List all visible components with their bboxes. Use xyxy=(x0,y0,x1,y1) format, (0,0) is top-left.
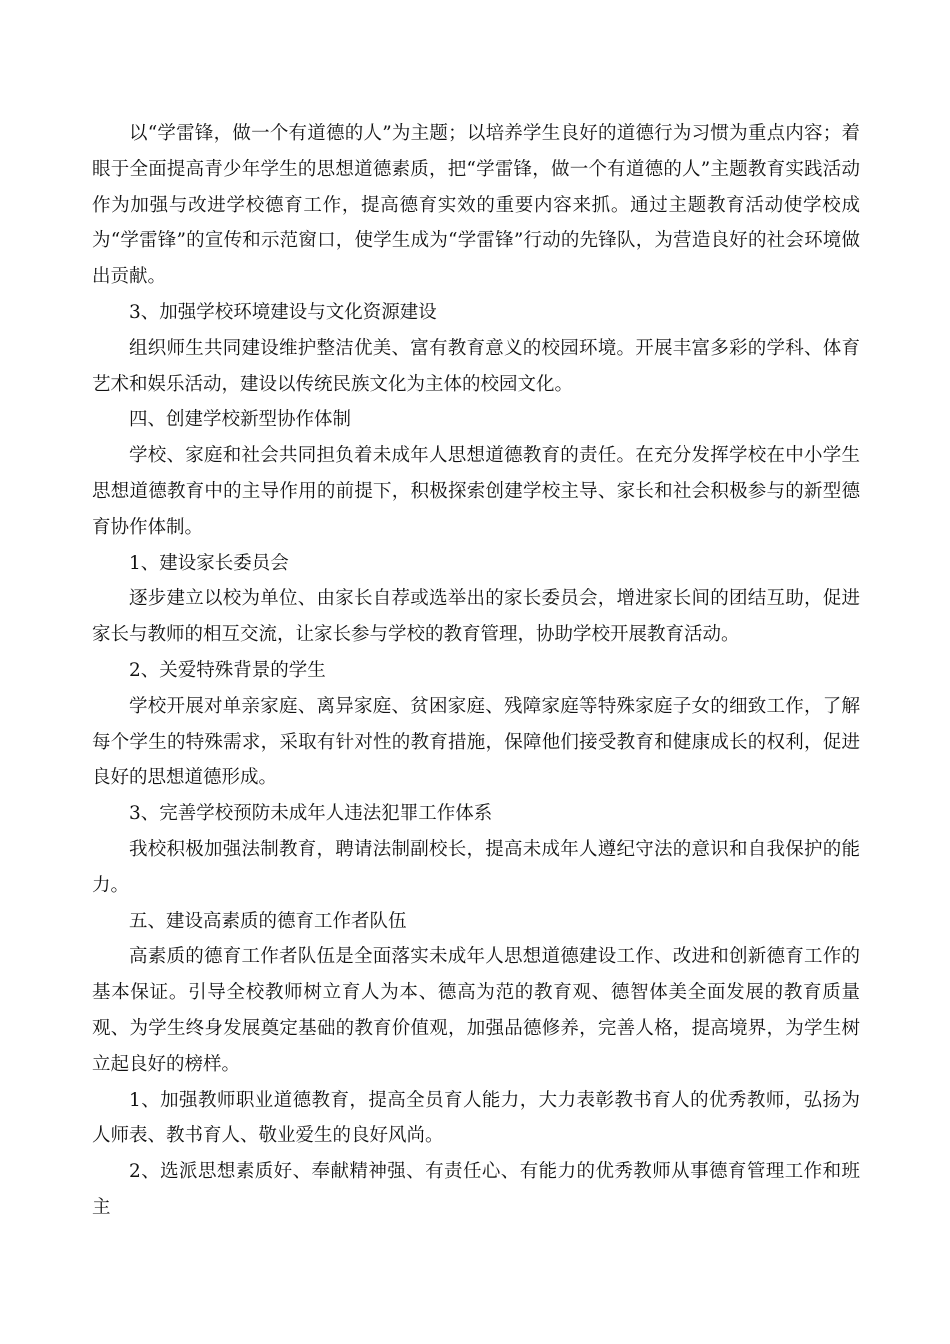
paragraph-theme-education: 以“学雷锋，做一个有道德的人”为主题；以培养学生良好的道德行为习惯为重点内容；着眼于全面提高青少年学生的思想道德素质，把“学雷锋，做一个有道德的人”主题教育实践活动作为加强与改进学校德育工作，提高德育实效的重要内容来抓。通过主题教育活动使学校成为“学雷锋”的宣传和示范窗口，使学生成为“学雷锋”行动的先锋队，为营造良好的社会环境做出贡献。 xyxy=(92,123,860,288)
heading-environment-culture: 3、加强学校环境建设与文化资源建设 xyxy=(129,301,437,323)
heading-special-students: 2、关爱特殊背景的学生 xyxy=(129,659,326,681)
heading-crime-prevention: 3、完善学校预防未成年人违法犯罪工作体系 xyxy=(129,803,493,825)
heading-section-five: 五、建设高素质的德育工作者队伍 xyxy=(129,910,407,932)
paragraph-parent-committee: 逐步建立以校为单位、由家长自荐或选举出的家长委员会，增进家长间的团结互助，促进家长与教师的相互交流，让家长参与学校的教育管理，协助学校开展教育活动。 xyxy=(92,588,860,646)
document-page xyxy=(92,116,860,1226)
paragraph-teacher-selection: 2、选派思想素质好、奉献精神强、有责任心、有能力的优秀教师从事德育管理工作和班主 xyxy=(92,1161,860,1218)
heading-section-four: 四、创建学校新型协作体制 xyxy=(129,409,352,431)
paragraph-ethics-education: 1、加强教师职业道德教育，提高全员育人能力，大力表彰教书育人的优秀教师，弘扬为人师表、教书育人、敬业爱生的良好风尚。 xyxy=(92,1089,860,1147)
paragraph-legal-education: 我校积极加强法制教育，聘请法制副校长，提高未成年人遵纪守法的意识和自我保护的能力。 xyxy=(92,838,860,896)
paragraph-campus-environment: 组织师生共同建设维护整洁优美、富有教育意义的校园环境。开展丰富多彩的学科、体育艺术和娱乐活动，建设以传统民族文化为主体的校园文化。 xyxy=(92,337,860,395)
paragraph-special-students: 学校开展对单亲家庭、离异家庭、贫困家庭、残障家庭等特殊家庭子女的细致工作，了解每个学生的特殊需求，采取有针对性的教育措施，保障他们接受教育和健康成长的权利，促进良好的思想道德形成。 xyxy=(92,695,860,789)
paragraph-cooperation-system: 学校、家庭和社会共同担负着未成年人思想道德教育的责任。在充分发挥学校在中小学生思想道德教育中的主导作用的前提下，积极探索创建学校主导、家长和社会积极参与的新型德育协作体制。 xyxy=(92,445,860,538)
heading-parent-committee: 1、建设家长委员会 xyxy=(129,552,289,574)
paragraph-teacher-team: 高素质的德育工作者队伍是全面落实未成年人思想道德建设工作、改进和创新德育工作的基本保证。引导全校教师树立育人为本、德高为范的教育观、德智体美全面发展的教育质量观、为学生终身发展奠定基础的教育价值观，加强品德修养，完善人格，提高境界，为学生树立起良好的榜样。 xyxy=(92,946,860,1075)
